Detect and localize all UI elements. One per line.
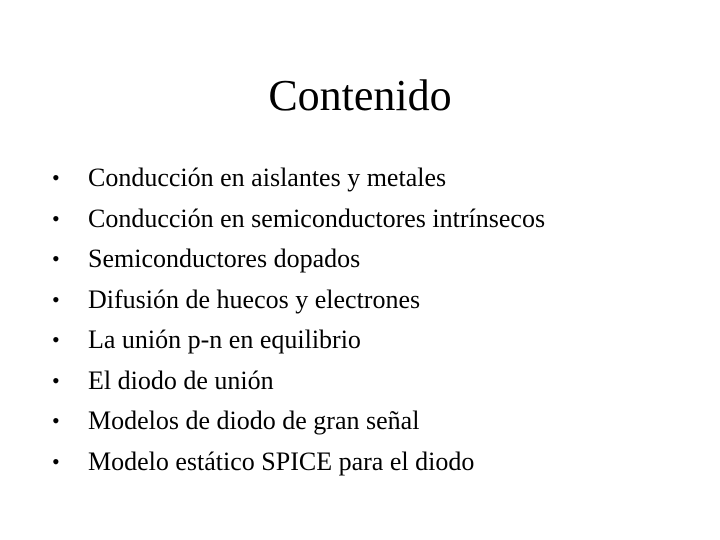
bullet-icon: • <box>52 165 60 190</box>
list-item <box>52 158 545 199</box>
list-item-text: Difusión de huecos y electrones <box>88 284 421 314</box>
list-item <box>52 239 545 280</box>
bullet-icon: • <box>52 327 60 352</box>
slide-title: Contenido <box>268 71 452 120</box>
list-item <box>52 199 545 240</box>
list-item <box>52 280 545 321</box>
list-item-text: Conducción en semiconductores intrínsecos <box>88 203 546 233</box>
list-item-text: El diodo de unión <box>88 365 274 395</box>
list-item <box>52 320 545 361</box>
bullet-icon: • <box>52 205 60 231</box>
bullet-icon: • <box>52 448 60 474</box>
bullet-icon: • <box>52 367 60 393</box>
bullet-icon: • <box>52 408 60 433</box>
bullet-icon: • <box>52 286 60 312</box>
bullet-list <box>52 158 545 482</box>
list-item <box>52 442 545 483</box>
list-item-text: Modelos de diodo de gran señal <box>88 406 420 435</box>
list-item-text: Modelo estático SPICE para el diodo <box>88 446 475 476</box>
list-item-text: La unión p-n en equilibrio <box>88 325 361 354</box>
list-item-text: Semiconductores dopados <box>88 244 361 273</box>
list-item <box>52 401 545 442</box>
bullet-icon: • <box>52 246 60 271</box>
list-item-text: Conducción en aislantes y metales <box>88 163 447 192</box>
list-item <box>52 361 545 402</box>
